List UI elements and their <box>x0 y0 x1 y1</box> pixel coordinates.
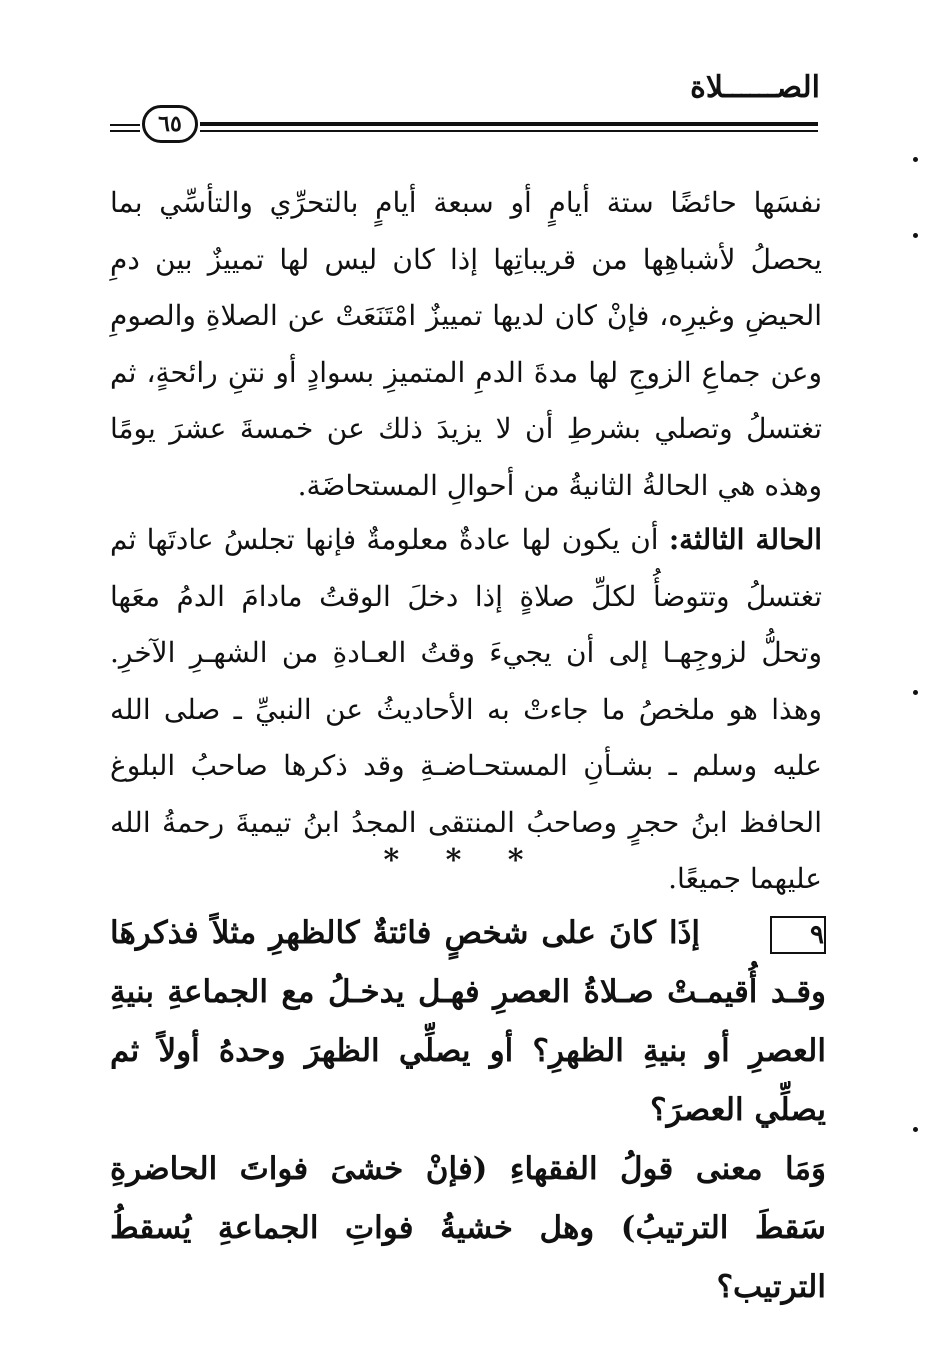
paragraph-2-label: الحالة الثالثة: <box>668 523 823 556</box>
header-rule <box>200 130 818 132</box>
page-number: ٦٥ <box>142 105 198 143</box>
question-text-1: إذَا كانَ على شخصٍ فائتةٌ كالظهرِ مثلاً فذكرهَا وقـد أُقيمـتْ صـلاةُ العصرِ فهـل يدخـلُ مع الجماعةِ بنيةِ العصرِ أو بنيةِ الظهرِ؟ أو يصلِّي الظهرَ وحدهُ أولاً ثم يصلِّي العصرَ؟ <box>110 915 826 1128</box>
header-rule <box>110 130 140 132</box>
section-separator: * * * <box>383 843 542 878</box>
header-rule <box>200 122 818 126</box>
question-number: ٩ <box>770 916 826 954</box>
paragraph-2-text: أن يكون لها عادةٌ معلومةٌ فإنها تجلسُ عادتَها ثم تغتسلُ وتتوضأُ لكلِّ صلاةٍ إذا دخلَ الوقتُ مادامَ الدمُ معَها وتحلُّ لزوجِهـا إلى أن يجيءَ وقتُ العـادةِ من الشهـرِ الآخرِ. وهذا هو ملخصُ ما جاءتْ به الأحاديثُ عن النبيِّ ـ صلى الله عليه وسلم ـ بشـأنِ المستحـاضـةِ وقد ذكرها صاحبُ البلوغ الحافظ ابنُ حجرٍ وصاحبُ المنتقى المجدُ ابنُ تيميةَ رحمةُ الله عليهما جميعًا. <box>110 523 822 895</box>
question-9 <box>110 904 826 1140</box>
margin-dot <box>913 157 918 162</box>
header-rule <box>110 124 140 126</box>
margin-dot <box>913 233 918 238</box>
running-title: الصــــــلاة <box>690 70 820 105</box>
paragraph-1: نفسَها حائضًا ستة أيامٍ أو سبعة أيامٍ بالتحرِّي والتأسِّي بما يحصلُ لأشباهِها من قريباتِها إذا كان ليس لها تمييزٌ بين دمِ الحيضِ وغيرِه، فإنْ كان لديها تمييزٌ امْتَنَعَتْ عن الصلاةِ والصومِ وعن جماعِ الزوجِ لها مدةَ الدمِ المتميزِ بسوادٍ أو نتنِ رائحةٍ، ثم تغتسلُ وتصلي بشرطِ أن لا يزيدَ ذلك عن خمسةَ عشرَ يومًا وهذه هي الحالةُ الثانيةُ من أحوالِ المستحاضَة. <box>110 186 823 502</box>
question-9-continued: وَمَا معنى قولُ الفقهاءِ (فإنْ خشىَ فواتَ الحاضرةِ سَقطَ الترتيبُ) وهل خشيةُ فواتِ الجماعةِ يُسقطُ الترتيب؟ <box>110 1151 826 1305</box>
margin-dot <box>913 1127 918 1132</box>
margin-dot <box>913 690 918 695</box>
